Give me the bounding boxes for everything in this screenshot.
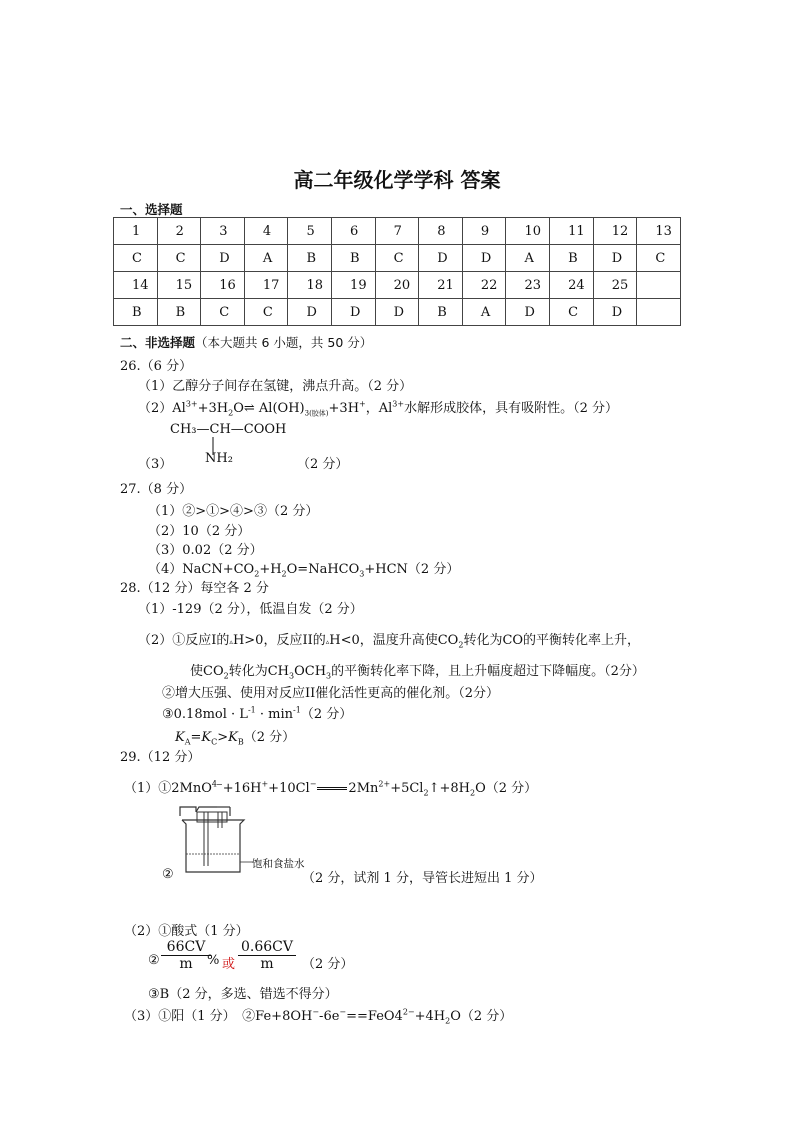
answer-cell: C xyxy=(157,245,201,272)
fraction-2 xyxy=(238,939,296,972)
q26-head: 26.（6 分） xyxy=(120,359,193,374)
section-2-title: 二、非选择题 xyxy=(120,335,196,350)
answer-cell: C xyxy=(201,299,245,326)
answer-cell: C xyxy=(550,299,594,326)
answer-cell: D xyxy=(593,299,637,326)
question-number-cell: 15 xyxy=(157,272,201,299)
q26-formula-top: CH₃—CH—COOH xyxy=(170,422,287,437)
q29-head: 29.（12 分） xyxy=(120,750,201,765)
q27-answer-2: （2）10（2 分） xyxy=(148,524,251,539)
q29-answer-2-3: ③B（2 分，多选、错选不得分） xyxy=(148,987,338,1002)
answer-cell: C xyxy=(375,245,419,272)
question-number-cell: 9 xyxy=(462,218,506,245)
answer-cell: A xyxy=(462,299,506,326)
answer-cell: D xyxy=(419,245,463,272)
answer-cell: D xyxy=(462,245,506,272)
q26-answer-2: $(2)Al^{3+}+3H_2O\rightleftharpoons$ $Al(OH)_{3(胶体)}+3H^+$，$Al^{3+}$水解形成胶体，具有吸附性。（2 分） xyxy=(138,399,618,418)
table-row xyxy=(114,299,681,326)
question-number-cell: 4 xyxy=(244,218,288,245)
q28-answer-2-2: ②增大压强、使用对反应II催化活性更高的催化剂。（2分） xyxy=(162,686,500,701)
table-row xyxy=(114,218,681,245)
q29-answer-2-2-score: （2 分） xyxy=(302,957,354,972)
question-number-cell: 25 xyxy=(593,272,637,299)
table-row xyxy=(114,272,681,299)
answer-cell: C xyxy=(244,299,288,326)
question-number-cell: 3 xyxy=(201,218,245,245)
q27-answer-3: （3）0.02（2 分） xyxy=(148,543,263,558)
section-2-heading xyxy=(120,333,372,351)
q28-answer-2-3: ③0.18mol · $L^{-1} \cdot \min^{-1}(2$ 分） xyxy=(162,705,353,722)
q26-answer-3-label: （3） xyxy=(138,457,173,472)
q27-head: 27.（8 分） xyxy=(120,482,193,497)
question-number-cell: 24 xyxy=(550,272,594,299)
table-row xyxy=(114,245,681,272)
question-number-cell: 12 xyxy=(593,218,637,245)
q26-formula-bottom: NH₂ xyxy=(205,451,233,466)
answer-cell: B xyxy=(157,299,201,326)
question-number-cell: 13 xyxy=(637,218,681,245)
fraction-1-denominator: m xyxy=(179,956,193,972)
fraction-2-denominator: m xyxy=(260,956,274,972)
answer-cell xyxy=(637,299,681,326)
question-number-cell: 16 xyxy=(201,272,245,299)
question-number-cell: 22 xyxy=(462,272,506,299)
question-number-cell xyxy=(637,272,681,299)
question-number-cell: 19 xyxy=(332,272,376,299)
question-number-cell: 5 xyxy=(288,218,332,245)
answer-cell: D xyxy=(288,299,332,326)
question-number-cell: 8 xyxy=(419,218,463,245)
answer-cell: C xyxy=(114,245,158,272)
reagent-label: 饱和食盐水 xyxy=(252,858,305,870)
answer-cell: D xyxy=(201,245,245,272)
question-number-cell: 7 xyxy=(375,218,419,245)
answer-cell: C xyxy=(637,245,681,272)
q29-answer-2-2-label: ② xyxy=(148,953,160,968)
q28-answer-1: （1）-129（2 分），低温自发（2 分） xyxy=(138,602,363,617)
question-number-cell: 11 xyxy=(550,218,594,245)
question-number-cell: 14 xyxy=(114,272,158,299)
fraction-1-numerator: 66CV xyxy=(161,939,211,956)
answer-cell: B xyxy=(419,299,463,326)
answer-table xyxy=(113,217,681,326)
question-number-cell: 21 xyxy=(419,272,463,299)
answer-cell: D xyxy=(332,299,376,326)
q29-answer-3: （3）①阳（1 分） $②Fe+8OH^--6e^-==FeO4^{2-}+4H_2O(2$ 分） xyxy=(124,1007,513,1026)
q28-answer-2-line-1: （2）①反应I的▵H>0，反应II的▵H<0，温度升高使$CO_2$转化为CO的平衡转化率上升， xyxy=(138,633,641,650)
or-text: 或 xyxy=(222,957,236,972)
page-title: 高二年级化学学科 答案 xyxy=(293,168,501,192)
q29-answer-1: （1）①2MnO$^{4-}$+16H++10Cl− $2Mn^{2+}+5Cl_2↑+8H_2O(2$ 分） xyxy=(124,779,538,798)
question-number-cell: 17 xyxy=(244,272,288,299)
q29-answer-2-1: （2）①酸式（1 分） xyxy=(124,924,249,939)
q28-head: 28.（12 分）每空各 2 分 xyxy=(120,581,269,596)
question-number-cell: 20 xyxy=(375,272,419,299)
q29-answer-1-2-label: ② xyxy=(162,867,174,882)
q26-answer-1: （1）乙醇分子间存在氢键，沸点升高。（2 分） xyxy=(138,379,413,394)
fraction-2-numerator: 0.66CV xyxy=(238,939,296,956)
question-number-cell: 18 xyxy=(288,272,332,299)
question-number-cell: 23 xyxy=(506,272,550,299)
q28-answer-2-4: $K_A=K_C>K_B(2$ 分） xyxy=(175,730,296,747)
answer-cell: A xyxy=(244,245,288,272)
fraction-1 xyxy=(161,939,211,972)
answer-cell: B xyxy=(550,245,594,272)
answer-cell: A xyxy=(506,245,550,272)
gas-washing-bottle-diagram xyxy=(174,802,254,878)
answer-cell: B xyxy=(114,299,158,326)
q26-answer-3-score: （2 分） xyxy=(297,457,349,472)
question-number-cell: 6 xyxy=(332,218,376,245)
section-1-heading: 一、选择题 xyxy=(120,202,183,217)
answer-cell: D xyxy=(506,299,550,326)
question-number-cell: 2 xyxy=(157,218,201,245)
question-number-cell: 1 xyxy=(114,218,158,245)
q29-answer-1-2-score: （2 分，试剂 1 分，导管长进短出 1 分） xyxy=(302,871,543,886)
q28-answer-2-line-2: 使$CO_2$转化为$CH_3OCH_3$的平衡转化率下降，且上升幅度超过下降幅度。（2分） xyxy=(190,664,645,681)
percent-sign: % xyxy=(207,953,220,968)
q27-answer-1: （1）②>①>④>③（2 分） xyxy=(148,504,319,519)
answer-cell: D xyxy=(375,299,419,326)
q27-answer-4: $(4)NaCN+CO_2+H_2O=NaHCO_3+HCN(2$ 分） xyxy=(148,562,460,579)
answer-cell: B xyxy=(288,245,332,272)
answer-cell: D xyxy=(593,245,637,272)
section-2-note: （本大题共 6 小题，共 50 分） xyxy=(195,335,373,350)
answer-cell: B xyxy=(332,245,376,272)
question-number-cell: 10 xyxy=(506,218,550,245)
